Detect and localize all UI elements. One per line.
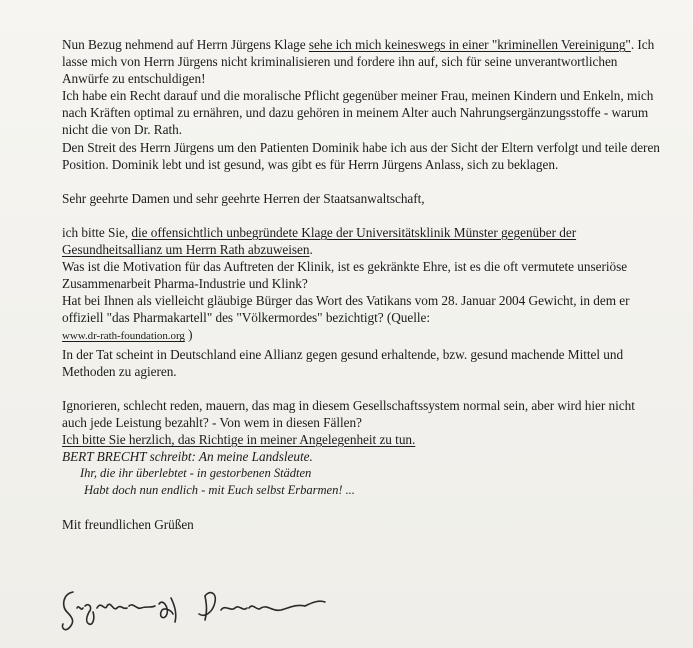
paragraph-1-underlined: sehe ich mich keineswegs in einer "kriminellen Vereinigung" <box>308 37 631 52</box>
paragraph-5: Was ist die Motivation für das Auftreten der Klinik, ist es gekränkte Ehre, ist es die oft vermutete unseriöse Zusammenarbeit Pharma-Industrie und Klink? <box>62 259 628 292</box>
poem-line-1: Ihr, die ihr überlebtet - in gestorbenen Städten <box>80 466 312 481</box>
paragraph-3: Den Streit des Herrn Jürgens um den Patienten Dominik habe ich aus der Sicht der Eltern verfolgt und teile deren Position. Dominik lebt und ist gesund, was gibt es für Herrn Jürgens Anlass, sich zu beklagen. <box>62 139 660 172</box>
paragraph-1 <box>62 36 662 87</box>
paragraph-9: Ich bitte Sie herzlich, das Richtige in meiner Angelegenheit zu tun. <box>62 431 416 447</box>
paragraph-4-start: ich bitte Sie, <box>62 224 132 240</box>
poem-line-2: Habt doch nun endlich - mit Euch selbst Erbarmen! ... <box>84 483 355 498</box>
source-close: ) <box>184 327 193 343</box>
letter-body <box>62 36 662 533</box>
handwritten-signature <box>55 578 345 638</box>
salutation: Sehr geehrte Damen und sehr geehrte Herren der Staatsanwaltschaft, <box>62 190 425 206</box>
closing: Mit freundlichen Grüßen <box>62 517 194 533</box>
brecht-quote-intro: BERT BRECHT schreibt: An meine Landsleute. <box>62 448 313 464</box>
paragraph-4-end: . <box>309 241 313 257</box>
paragraph-1-end: . Ich lasse mich von Herrn Jürgens nicht kriminalisieren und fordere ihn auf, sich für seine unverantwortlichen Anwürfe zu entschuldigen! <box>62 37 655 87</box>
paragraph-4-underlined: die offensichtlich unbegründete Klage der Universitätsklinik Münster gegenüber der Gesundheitsallianz um Herrn Rath abzuweisen <box>62 224 577 257</box>
paragraph-8: Ignorieren, schlecht reden, mauern, das mag in diesem Gesellschaftssystem normal sein, aber wird hier nicht auch jede Leistung bezahlt? - Von wem in diesen Fällen? <box>62 397 635 430</box>
source-line <box>62 326 662 345</box>
paragraph-2: Ich habe ein Recht darauf und die moralische Pflicht gegenüber meiner Frau, meinen Kindern und Enkeln, mich nach Kräften optimal zu ernähren, und dazu gehören in meinem Alter auch Nahrungsergänzungsstoffe - warum nicht die von Dr. Rath. <box>62 88 654 138</box>
paragraph-6: Hat bei Ihnen als vielleicht gläubige Bürger das Wort des Vatikans vom 28. Januar 2004 Gewicht, in dem er offiziell "das Pharmakartell" des "Völkermordes" bezichtigt? (Quelle: <box>62 293 630 326</box>
paragraph-1-start: Nun Bezug nehmend auf Herrn Jürgens Klage <box>62 37 309 52</box>
source-url: www.dr-rath-foundation.org <box>62 330 185 343</box>
paragraph-4 <box>62 224 662 258</box>
paragraph-7: In der Tat scheint in Deutschland eine Allianz gegen gesund erhaltende, bzw. gesund machende Mittel und Methoden zu agieren. <box>62 346 624 379</box>
